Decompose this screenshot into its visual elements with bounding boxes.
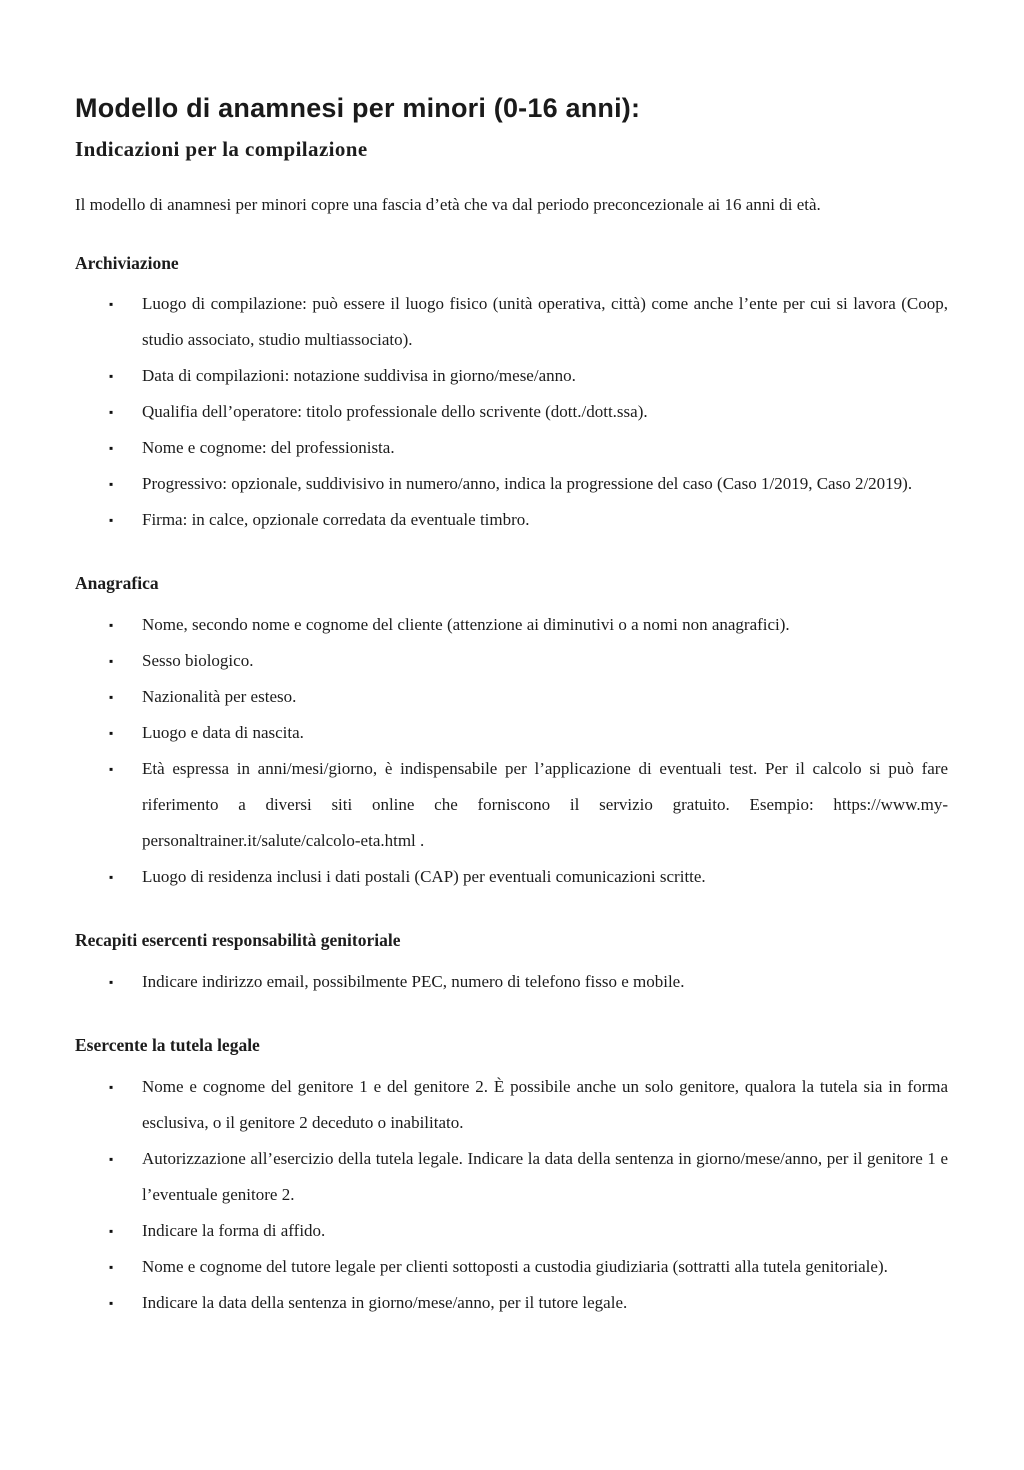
bullet-square-icon: ▪ <box>109 513 114 528</box>
bullet-square-icon: ▪ <box>109 974 114 989</box>
bullet-square-icon: ▪ <box>109 726 114 741</box>
sections-container <box>75 252 948 1321</box>
list-item-text: Età espressa in anni/mesi/giorno, è indispensabile per l’applicazione di eventuali test. Per il calcolo si può fare riferimento a diversi siti online che forniscono il servizio gratuito. Esempio: https://www.my-personaltrainer.it/salute/calcolo-eta.html . <box>142 759 948 851</box>
list-item-text: Nome, secondo nome e cognome del cliente (attenzione ai diminutivi o a nomi non anagrafici). <box>142 615 790 635</box>
intro-paragraph: Il modello di anamnesi per minori copre una fascia d’età che va dal periodo preconcezionale ai 16 anni di età. <box>75 195 821 215</box>
section-heading: Anagrafica <box>75 573 159 594</box>
list-item-text: Luogo di compilazione: può essere il luogo fisico (unità operativa, città) come anche l’ente per cui si lavora (Coop, studio associato, studio multiassociato). <box>142 294 948 350</box>
bullet-square-icon: ▪ <box>109 1259 114 1274</box>
bullet-square-icon: ▪ <box>109 477 114 492</box>
bullet-square-icon: ▪ <box>109 1151 114 1166</box>
list-item <box>75 679 948 715</box>
bullet-square-icon: ▪ <box>109 870 114 885</box>
list-item <box>75 1213 948 1249</box>
list-item-text: Sesso biologico. <box>142 651 254 671</box>
bullet-square-icon: ▪ <box>109 441 114 456</box>
bullet-list <box>75 286 948 538</box>
list-item-text: Luogo di residenza inclusi i dati postali (CAP) per eventuali comunicazioni scritte. <box>142 867 706 887</box>
list-item <box>75 1069 948 1141</box>
section-heading: Recapiti esercenti responsabilità genitoriale <box>75 930 401 951</box>
list-item <box>75 607 948 643</box>
bullet-list <box>75 964 948 1000</box>
list-item-text: Nome e cognome del genitore 1 e del genitore 2. È possibile anche un solo genitore, qualora la tutela sia in forma esclusiva, o il genitore 2 deceduto o inabilitato. <box>142 1076 948 1132</box>
bullet-square-icon: ▪ <box>109 654 114 669</box>
list-item <box>75 1285 948 1321</box>
bullet-square-icon: ▪ <box>109 297 114 312</box>
list-item <box>75 394 948 430</box>
list-item <box>75 430 948 466</box>
list-item <box>75 859 948 895</box>
bullet-list <box>75 607 948 895</box>
list-item <box>75 964 948 1000</box>
bullet-square-icon: ▪ <box>109 690 114 705</box>
section-heading: Archiviazione <box>75 252 179 273</box>
list-item <box>75 466 948 502</box>
list-item-text: Autorizzazione all’esercizio della tutela legale. Indicare la data della sentenza in giorno/mese/anno, per il genitore 1 e l’eventuale genitore 2. <box>142 1148 948 1204</box>
bullet-square-icon: ▪ <box>109 405 114 420</box>
list-item-text: Qualifia dell’operatore: titolo professionale dello scrivente (dott./dott.ssa). <box>142 402 648 422</box>
bullet-square-icon: ▪ <box>109 369 114 384</box>
bullet-square-icon: ▪ <box>109 762 114 777</box>
list-item <box>75 751 948 859</box>
bullet-square-icon: ▪ <box>109 1223 114 1238</box>
list-item-text: Luogo e data di nascita. <box>142 723 304 743</box>
list-item-text: Indicare indirizzo email, possibilmente PEC, numero di telefono fisso e mobile. <box>142 971 685 991</box>
list-item-text: Nazionalità per esteso. <box>142 687 297 707</box>
list-item <box>75 1141 948 1213</box>
list-item-text: Firma: in calce, opzionale corredata da eventuale timbro. <box>142 510 530 530</box>
list-item-text: Nome e cognome: del professionista. <box>142 438 395 458</box>
section-heading: Esercente la tutela legale <box>75 1034 260 1055</box>
document-subtitle: Indicazioni per la compilazione <box>75 136 368 161</box>
bullet-list <box>75 1069 948 1321</box>
list-item <box>75 286 948 358</box>
list-item-text: Indicare la forma di affido. <box>142 1220 326 1240</box>
bullet-square-icon: ▪ <box>109 1295 114 1310</box>
list-item <box>75 502 948 538</box>
list-item-text: Progressivo: opzionale, suddivisivo in numero/anno, indica la progressione del caso (Caso 1/2019, Caso 2/2019). <box>142 474 913 494</box>
document-title: Modello di anamnesi per minori (0-16 anni): <box>75 93 641 123</box>
list-item-text: Nome e cognome del tutore legale per clienti sottoposti a custodia giudiziaria (sottratti alla tutela genitoriale). <box>142 1256 888 1276</box>
list-item <box>75 358 948 394</box>
list-item <box>75 715 948 751</box>
bullet-square-icon: ▪ <box>109 1079 114 1094</box>
list-item <box>75 1249 948 1285</box>
list-item-text: Data di compilazioni: notazione suddivisa in giorno/mese/anno. <box>142 366 576 386</box>
list-item <box>75 643 948 679</box>
list-item-text: Indicare la data della sentenza in giorno/mese/anno, per il tutore legale. <box>142 1292 628 1312</box>
bullet-square-icon: ▪ <box>109 618 114 633</box>
